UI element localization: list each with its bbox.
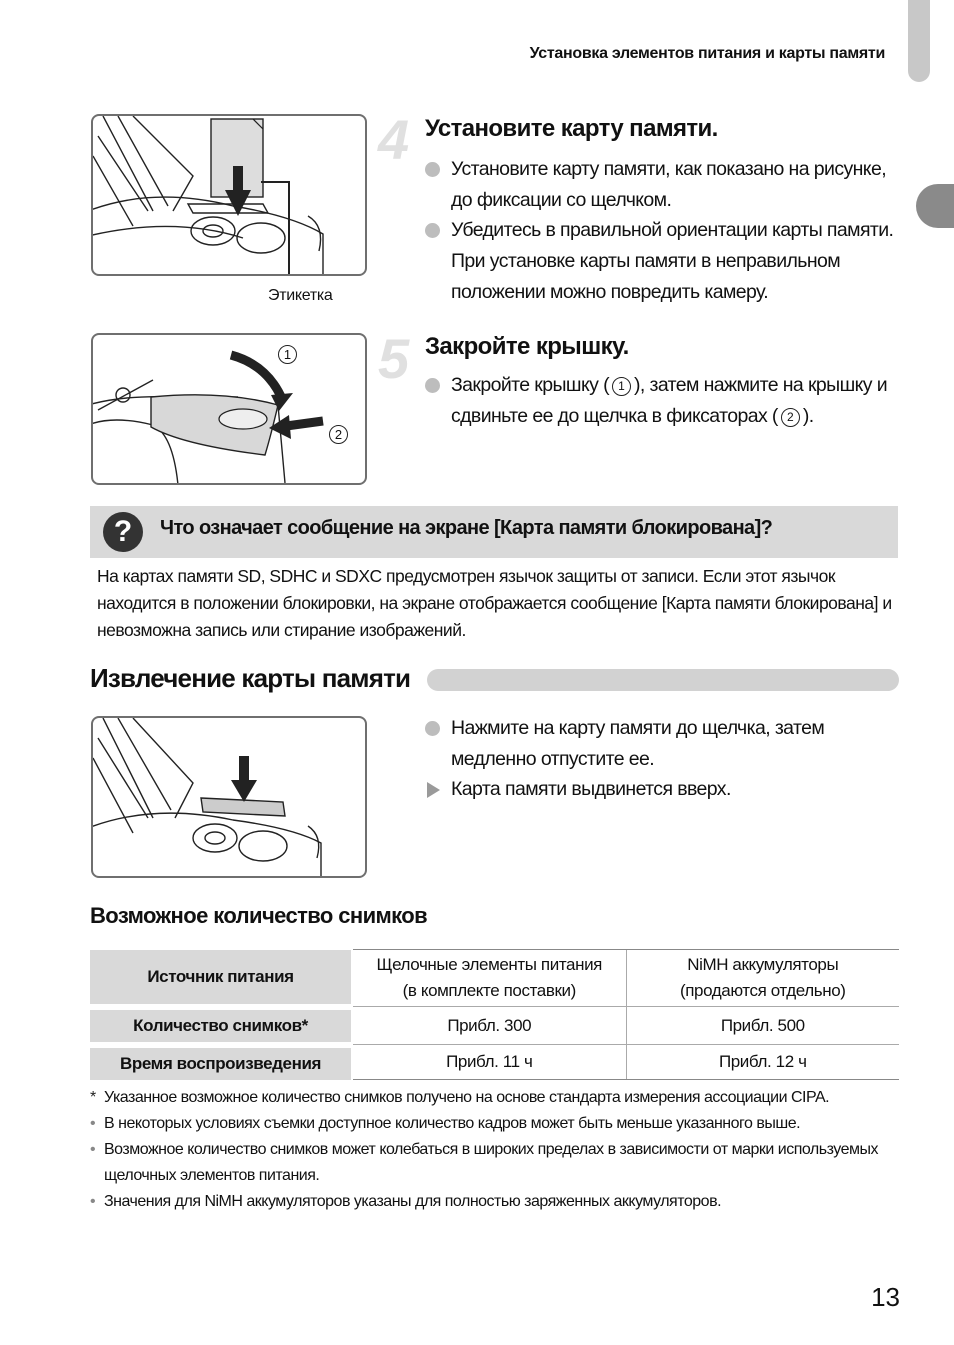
footnote: * Указанное возможное количество снимков получено на основе стандарта измерения ассоциации CIPA. [90, 1085, 905, 1111]
step-4-bullet-1: Установите карту памяти, как показано на рисунке, до фиксации со щелчком. [425, 154, 905, 216]
question-body: На картах памяти SD, SDHC и SDXC предусмотрен язычок защиты от записи. Если этот язычок находится в положении блокировки, на экране отображается сообщение [Карта памяти блокирована] и невозможна запись или стирание изображений. [97, 566, 892, 640]
question-icon: ? [103, 512, 143, 552]
bullet-mark: • [90, 1115, 96, 1132]
remove-card-figure [91, 716, 367, 878]
footnote: • Возможное количество снимков может колебаться в широких пределах в зависимости от марки используемых щелочных элементов питания. [90, 1137, 905, 1189]
table-cell: Прибл. 300 [352, 1007, 626, 1045]
bullet-dot-icon [425, 378, 440, 393]
question-title: Что означает сообщение на экране [Карта памяти блокирована]? [160, 517, 773, 539]
callout-1-icon: 1 [278, 345, 297, 364]
removal-section-title: Извлечение карты памяти [90, 663, 411, 693]
insert-card-figure [91, 114, 367, 276]
result-arrow-icon [427, 782, 440, 798]
table-row [90, 1007, 899, 1045]
footnote: • Значения для NiMH аккумуляторов указаны для полностью заряженных аккумуляторов. [90, 1189, 905, 1215]
bullet-mark: • [90, 1141, 96, 1158]
table-header-label: Источник питания [90, 950, 352, 1007]
running-header: Установка элементов питания и карты памяти [529, 45, 885, 62]
callout-2-icon: 2 [329, 425, 348, 444]
close-cover-figure [91, 333, 367, 485]
step-4-title: Установите карту памяти. [425, 115, 718, 142]
table-row-label: Время воспроизведения [90, 1045, 352, 1080]
step-5-bullet-1: Закройте крышку ( 1 ), затем нажмите на крышку и сдвиньте ее до щелчка в фиксаторах ( 2 ). [425, 370, 905, 432]
remove-card-illustration [93, 718, 365, 876]
table-cell: Прибл. 12 ч [626, 1045, 899, 1080]
bullet-dot-icon [425, 721, 440, 736]
step-number-5: 5 [378, 327, 410, 390]
table-header-row [90, 950, 899, 1007]
shots-table [90, 949, 899, 1080]
removal-result: Карта памяти выдвинется вверх. [425, 774, 905, 805]
down-arrow-icon [231, 756, 257, 802]
chapter-tab-top [908, 0, 930, 82]
chapter-tab-marker [916, 184, 954, 228]
step-5-title: Закройте крышку. [425, 333, 629, 360]
table-cell: Прибл. 500 [626, 1007, 899, 1045]
table-column-header: NiMH аккумуляторы (продаются отдельно) [626, 950, 899, 1007]
section-divider-bar [427, 669, 899, 691]
asterisk-mark: * [90, 1089, 96, 1106]
removal-bullet: Нажмите на карту памяти до щелчка, затем медленно отпустите ее. [425, 713, 905, 775]
bullet-dot-icon [425, 162, 440, 177]
figure-label-etiketka: Этикетка [268, 287, 333, 304]
table-row [90, 1045, 899, 1080]
step-number-4: 4 [378, 108, 410, 171]
insert-card-illustration [93, 116, 365, 274]
table-cell: Прибл. 11 ч [352, 1045, 626, 1080]
table-column-header: Щелочные элементы питания (в комплекте поставки) [352, 950, 626, 1007]
bullet-dot-icon [425, 223, 440, 238]
footnotes [90, 1085, 905, 1215]
table-row-label: Количество снимков* [90, 1007, 352, 1045]
footnote: • В некоторых условиях съемки доступное количество кадров может быть меньше указанного выше. [90, 1111, 905, 1137]
inline-circle-2-icon: 2 [781, 408, 800, 427]
inline-circle-1-icon: 1 [612, 377, 631, 396]
close-cover-illustration [93, 335, 365, 483]
page-number: 13 [871, 1282, 900, 1312]
shots-section-title: Возможное количество снимков [90, 903, 428, 928]
bullet-mark: • [90, 1193, 96, 1210]
step-4-bullet-2: Убедитесь в правильной ориентации карты памяти. При установке карты памяти в неправильном положении можно повредить камеру. [425, 215, 905, 308]
